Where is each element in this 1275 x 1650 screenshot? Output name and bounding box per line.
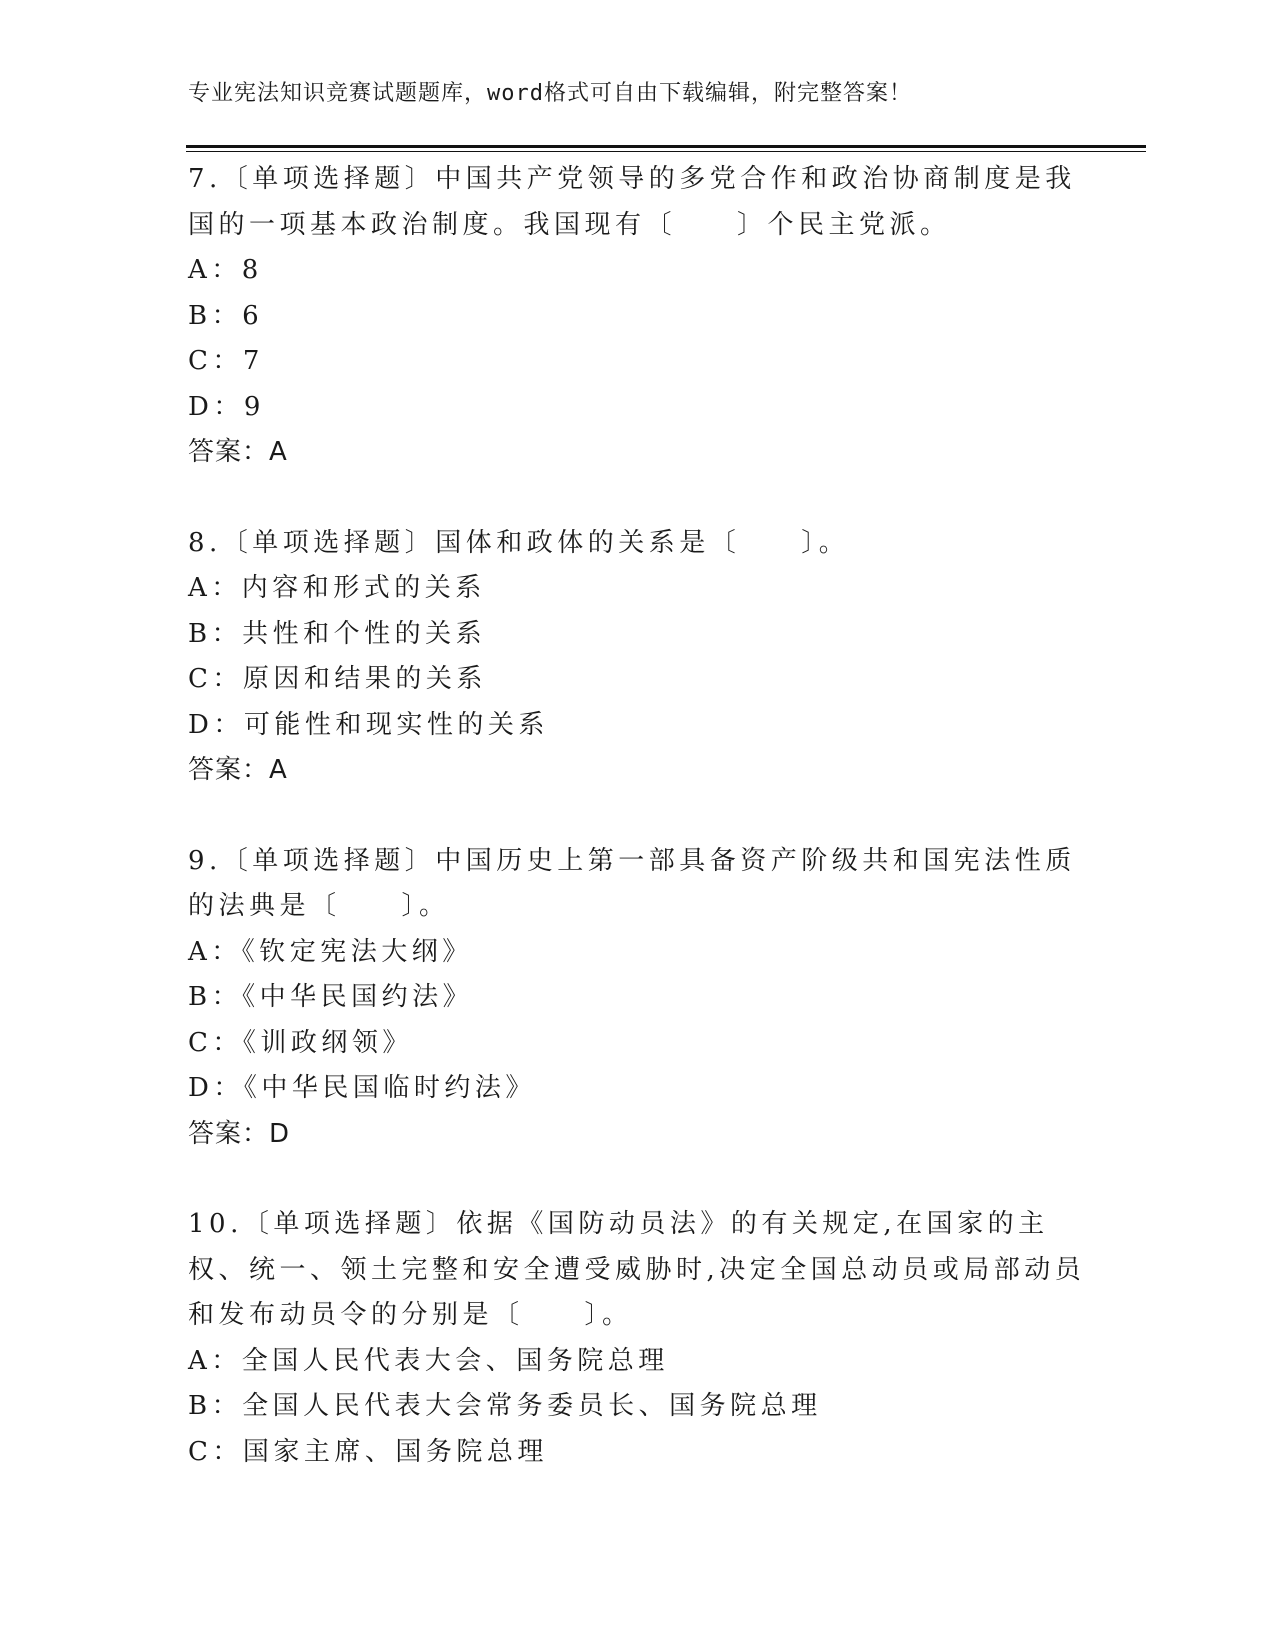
question-7 <box>188 157 1088 476</box>
spacer <box>188 794 1088 839</box>
question-text: 7.〔单项选择题〕中国共产党领导的多党合作和政治协商制度是我国的一项基本政治制度。我国现有〔 〕个民主党派。 <box>188 164 1076 240</box>
header-rule-thick <box>186 145 1146 148</box>
spacer <box>188 1157 1088 1202</box>
option-d: D：9 <box>188 391 265 422</box>
option-c: C：《训政纲领》 <box>188 1027 413 1058</box>
question-10 <box>188 1202 1088 1475</box>
option-a: A：全国人民代表大会、国务院总理 <box>188 1345 669 1376</box>
option-b: B：《中华民国约法》 <box>188 982 474 1012</box>
header-rule-thin <box>186 151 1146 152</box>
question-text: 9.〔单项选择题〕中国历史上第一部具备资产阶级共和国宪法性质的法典是〔 〕。 <box>188 845 1076 921</box>
option-d: D：可能性和现实性的关系 <box>188 709 549 740</box>
option-b: B：6 <box>188 300 264 331</box>
option-c: C：7 <box>188 346 264 376</box>
answer-line: 答案：D <box>188 1118 291 1149</box>
option-a: A：8 <box>188 255 263 285</box>
option-b: B：共性和个性的关系 <box>188 618 487 649</box>
option-b: B：全国人民代表大会常务委员长、国务院总理 <box>188 1391 822 1421</box>
option-c: C：原因和结果的关系 <box>188 664 487 694</box>
spacer <box>188 476 1088 521</box>
question-9 <box>188 839 1088 1158</box>
option-a: A：内容和形式的关系 <box>188 573 486 603</box>
option-c: C：国家主席、国务院总理 <box>188 1436 548 1467</box>
question-8 <box>188 521 1088 794</box>
option-a: A：《钦定宪法大纲》 <box>188 936 473 967</box>
answer-line: 答案：A <box>188 437 288 467</box>
question-text: 8.〔单项选择题〕国体和政体的关系是〔 〕。 <box>188 527 850 558</box>
question-list <box>188 157 1088 1475</box>
page-header: 专业宪法知识竞赛试题题库，word格式可自由下载编辑，附完整答案！ <box>188 81 912 106</box>
option-d: D：《中华民国临时约法》 <box>188 1073 536 1103</box>
answer-line: 答案：A <box>188 755 288 785</box>
question-text: 10.〔单项选择题〕依据《国防动员法》的有关规定,在国家的主权、统一、领土完整和安全遭受威胁时,决定全国总动员或局部动员和发布动员令的分别是〔 〕。 <box>188 1209 1086 1330</box>
